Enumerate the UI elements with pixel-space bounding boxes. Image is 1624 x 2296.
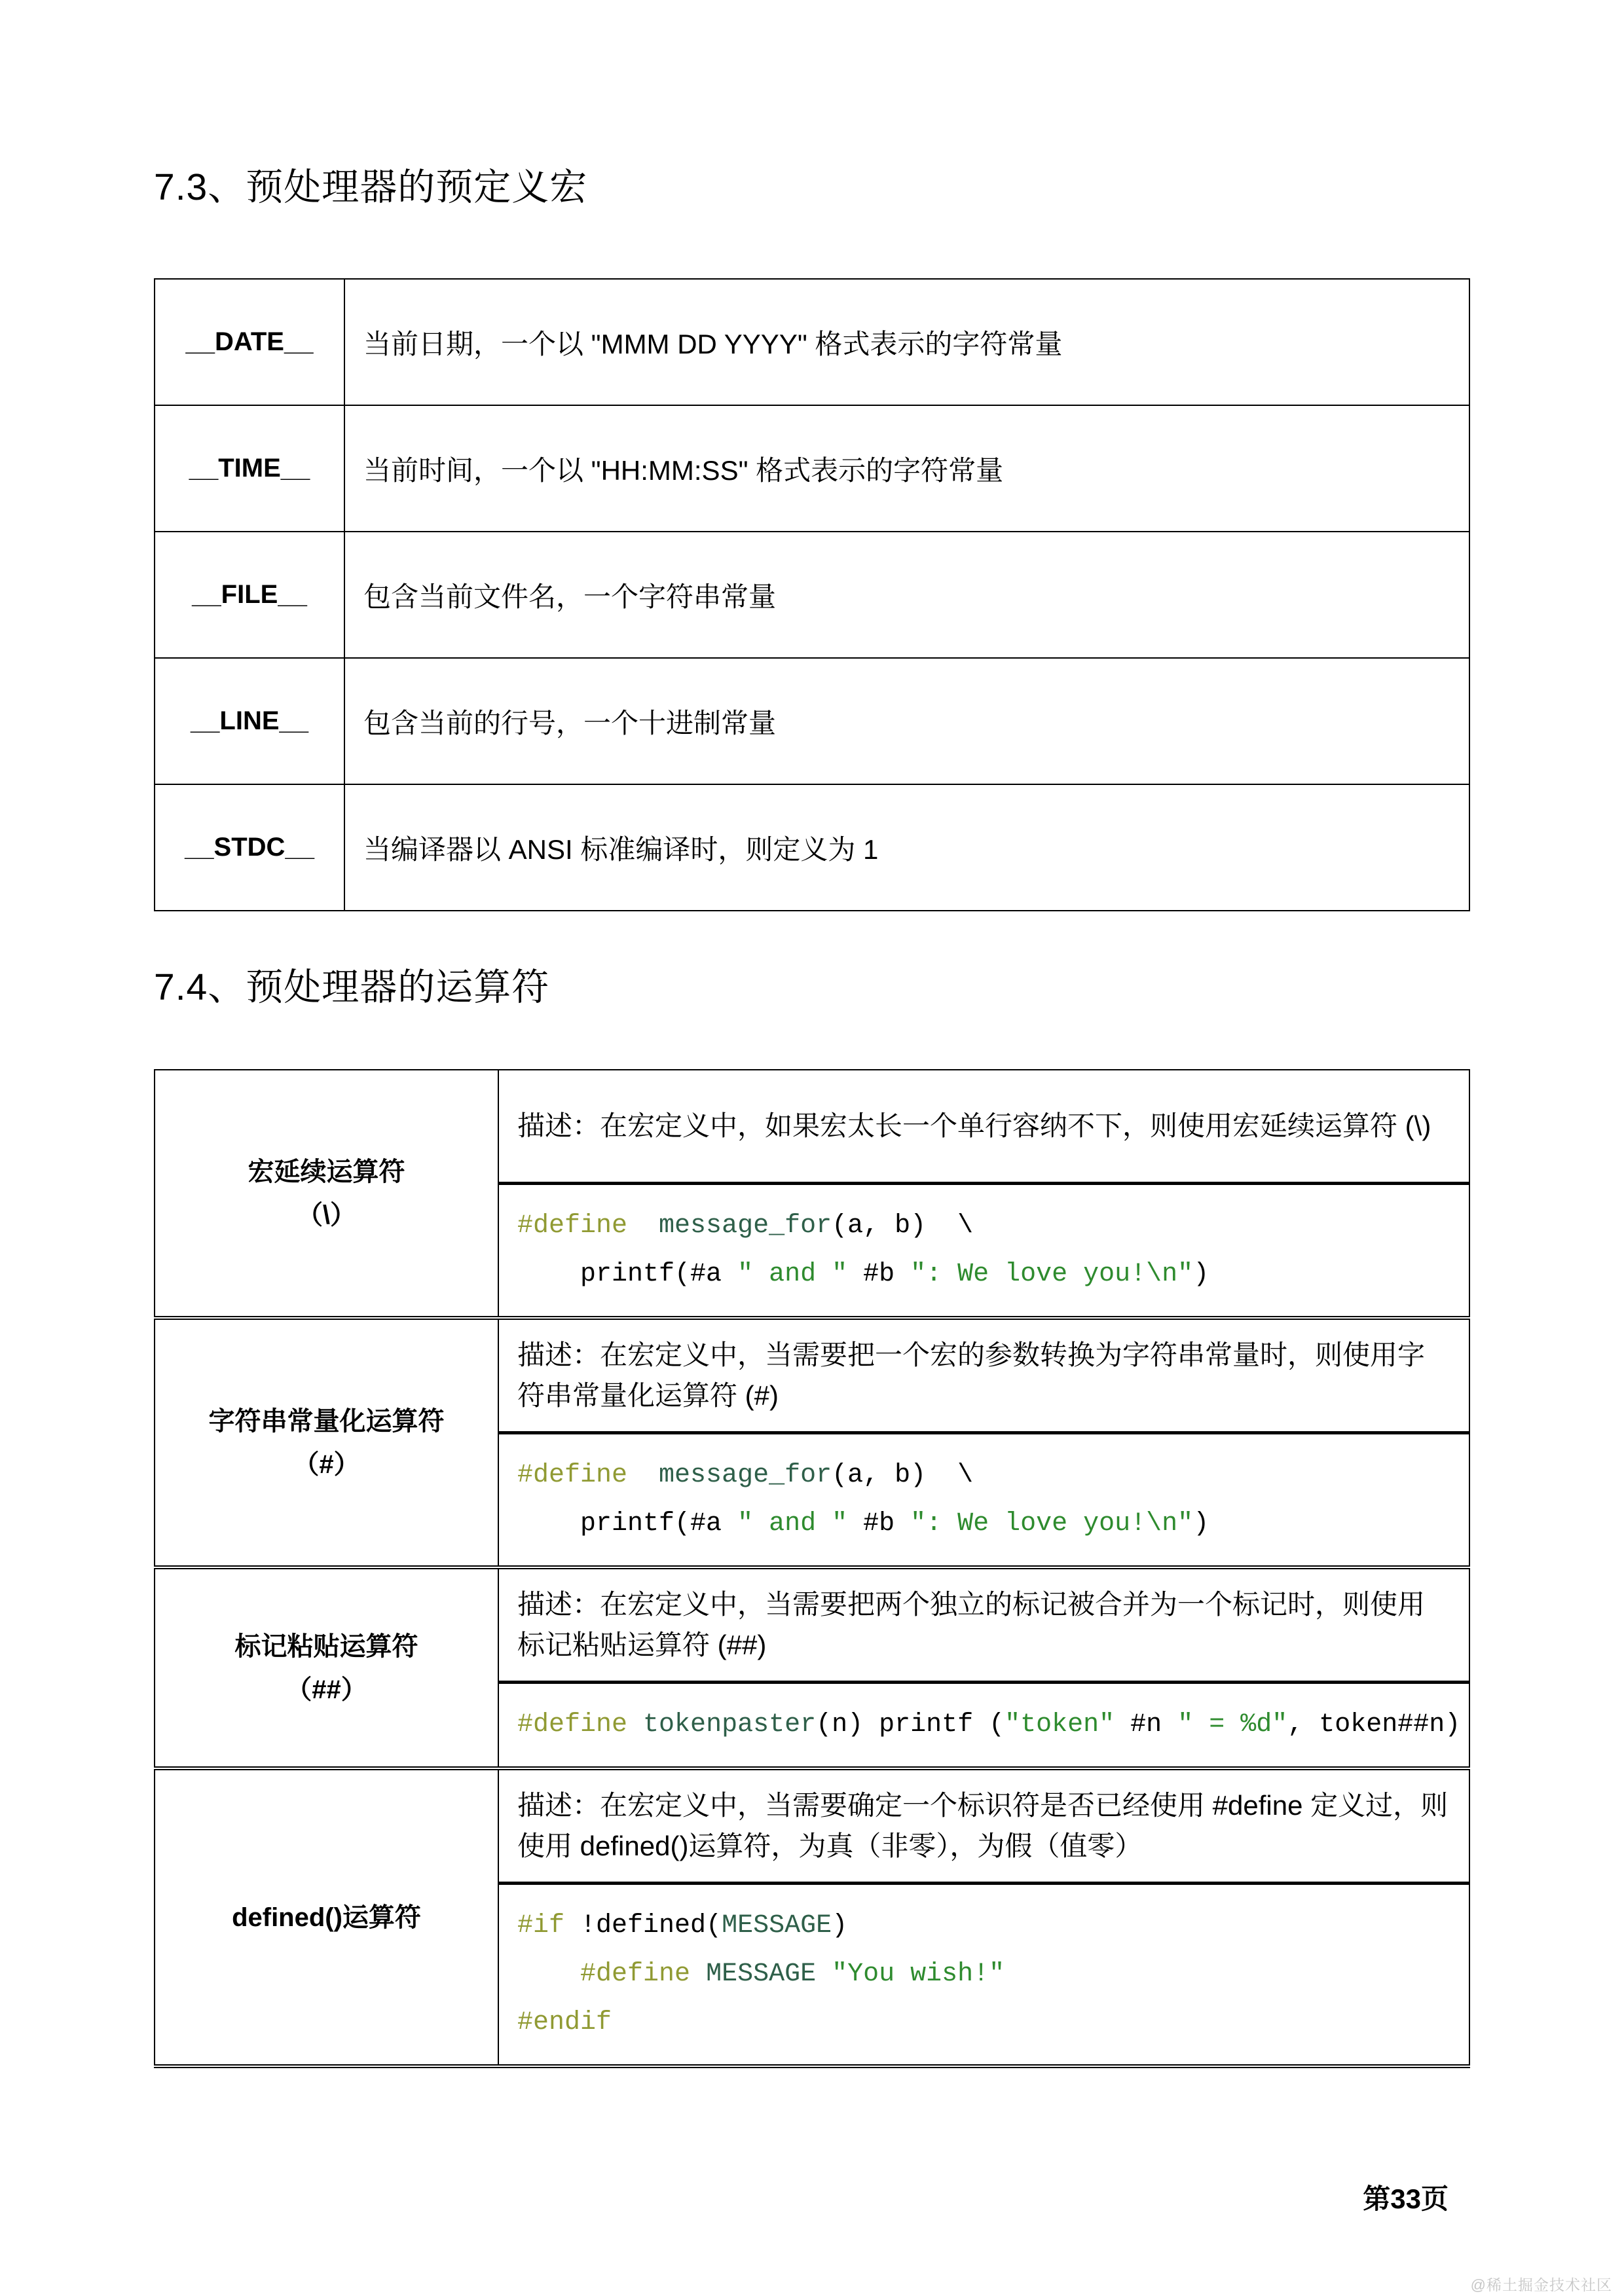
code-line: printf(#a " and " #b ": We love you!\n") <box>517 1260 1209 1289</box>
operator-name <box>155 1318 498 1567</box>
operator-row <box>155 1567 1469 1683</box>
macro-description: 当前时间，一个以 "HH:MM:SS" 格式表示的字符常量 <box>344 405 1469 532</box>
operator-name <box>155 1768 498 2066</box>
operator-description: 描述：在宏定义中，如果宏太长一个单行容纳不下，则使用宏延续运算符 (\) <box>498 1070 1469 1184</box>
macro-row <box>155 658 1469 784</box>
operator-description: 描述：在宏定义中，当需要把两个独立的标记被合并为一个标记时，则使用标记粘贴运算符 (##) <box>498 1567 1469 1683</box>
operator-name-text: 标记粘贴运算符 <box>234 1631 418 1661</box>
operator-name-text: 字符串常量化运算符 <box>208 1406 445 1436</box>
code-line: #define message_for(a, b) \ <box>517 1461 974 1490</box>
macro-name: __FILE__ <box>155 532 344 658</box>
code-example <box>498 1683 1469 1769</box>
operator-symbol: （\） <box>296 1200 357 1230</box>
code-line: #endif <box>517 2008 612 2037</box>
macro-row <box>155 784 1469 911</box>
macro-name: __TIME__ <box>155 405 344 532</box>
predefined-macros-table <box>154 278 1470 911</box>
code-line: #if !defined(MESSAGE) <box>517 1911 848 1941</box>
operator-symbol: （#） <box>293 1449 360 1479</box>
macro-description: 包含当前文件名，一个字符串常量 <box>344 532 1469 658</box>
operator-row <box>155 1318 1469 1433</box>
operator-name <box>155 1567 498 1768</box>
macro-name: __DATE__ <box>155 279 344 405</box>
code-line: #define tokenpaster(n) printf ("token" #n " = %d", token##n) <box>517 1710 1461 1740</box>
code-example <box>498 1433 1469 1568</box>
code-example <box>498 1884 1469 2067</box>
macro-description: 当前日期，一个以 "MMM DD YYYY" 格式表示的字符常量 <box>344 279 1469 405</box>
macro-name: __STDC__ <box>155 784 344 911</box>
code-line: #define MESSAGE "You wish!" <box>580 1959 1005 1989</box>
code-line: #define message_for(a, b) \ <box>517 1211 974 1241</box>
section-7-4-title: 7.4、预处理器的运算符 <box>154 966 550 1008</box>
operator-symbol: （##） <box>286 1675 367 1704</box>
code-example <box>498 1184 1469 1319</box>
macro-row <box>155 405 1469 532</box>
operator-row <box>155 1768 1469 1884</box>
operator-description: 描述：在宏定义中，当需要把一个宏的参数转换为字符串常量时，则使用字符串常量化运算符 (#) <box>498 1318 1469 1433</box>
macro-row <box>155 279 1469 405</box>
code-line: printf(#a " and " #b ": We love you!\n") <box>517 1509 1209 1539</box>
operator-name-text: defined()运算符 <box>232 1903 421 1932</box>
macro-description: 当编译器以 ANSI 标准编译时，则定义为 1 <box>344 784 1469 911</box>
macro-name: __LINE__ <box>155 658 344 784</box>
operator-row <box>155 1070 1469 1184</box>
macro-description: 包含当前的行号，一个十进制常量 <box>344 658 1469 784</box>
operator-name <box>155 1070 498 1318</box>
section-7-3-title: 7.3、预处理器的预定义宏 <box>154 166 588 208</box>
preprocessor-operators-table <box>154 1069 1470 2068</box>
macro-row <box>155 532 1469 658</box>
watermark: @稀土掘金技术社区 <box>1470 2276 1612 2293</box>
page-number: 第33页 <box>1363 2183 1449 2214</box>
operator-description: 描述：在宏定义中，当需要确定一个标识符是否已经使用 #define 定义过，则使用 defined()运算符，为真（非零），为假（值零） <box>498 1768 1469 1884</box>
operator-name-text: 宏延续运算符 <box>248 1157 405 1186</box>
